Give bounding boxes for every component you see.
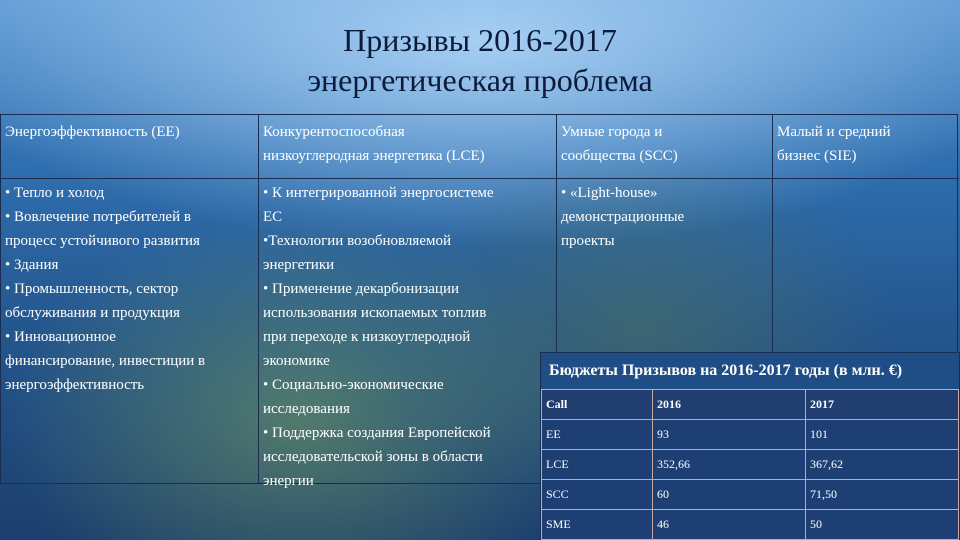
table-cell: 352,66 xyxy=(653,450,806,480)
column-header-scc-line: сообщества (SCC) xyxy=(561,148,678,164)
table-cell: EE xyxy=(542,420,653,450)
content-ee-line: • Здания xyxy=(5,257,59,273)
content-scc-line: проекты xyxy=(561,233,615,249)
column-header-sie-line: Малый и средний xyxy=(777,124,891,140)
content-ee-line: обслуживания и продукция xyxy=(5,305,180,321)
table-row xyxy=(542,510,959,540)
content-ee-line: процесс устойчивого развития xyxy=(5,233,200,249)
content-lce-line: исследовательской зоны в области xyxy=(263,449,483,465)
column-header-lce-line: низкоуглеродная энергетика (LCE) xyxy=(263,148,485,164)
column-header-ee xyxy=(1,115,259,179)
content-lce-line: ЕС xyxy=(263,209,283,225)
content-lce-line: исследования xyxy=(263,401,350,417)
slide-title xyxy=(0,20,960,100)
content-ee-line: • Вовлечение потребителей в xyxy=(5,209,191,225)
table-row xyxy=(542,420,959,450)
content-lce-line: энергетики xyxy=(263,257,335,273)
budget-table xyxy=(541,389,959,540)
table-header-row xyxy=(542,390,959,420)
budget-table-panel xyxy=(540,352,960,540)
content-lce-line: •Технологии возобновляемой xyxy=(263,233,451,249)
content-lce-line: при переходе к низкоуглеродной xyxy=(263,329,471,345)
content-lce-line: • Поддержка создания Европейской xyxy=(263,425,491,441)
column-header-scc-line: Умные города и xyxy=(561,124,663,140)
column-header-lce-line: Конкурентоспособная xyxy=(263,124,405,140)
table-cell: 46 xyxy=(653,510,806,540)
table-cell: 50 xyxy=(806,510,959,540)
table-header-cell: 2016 xyxy=(653,390,806,420)
content-lce-line: использования ископаемых топлив xyxy=(263,305,487,321)
column-header-scc xyxy=(557,115,773,179)
content-lce-line: • К интегрированной энергосистеме xyxy=(263,185,494,201)
content-lce-line: экономике xyxy=(263,353,330,369)
content-ee-line: • Инновационное xyxy=(5,329,116,345)
content-ee-line: финансирование, инвестиции в xyxy=(5,353,206,369)
title-line-2: энергетическая проблема xyxy=(307,62,653,98)
content-lce xyxy=(259,179,557,489)
table-cell: SCC xyxy=(542,480,653,510)
content-scc-line: • «Light-house» xyxy=(561,185,658,201)
table-header-cell: 2017 xyxy=(806,390,959,420)
column-header-sie xyxy=(773,115,959,179)
column-header-lce xyxy=(259,115,557,179)
content-lce-line: • Применение декарбонизации xyxy=(263,281,460,297)
content-lce-line: • Социально-экономические xyxy=(263,377,444,393)
table-row xyxy=(542,480,959,510)
column-header-ee-line: Энергоэффективность (EE) xyxy=(5,124,180,140)
content-ee-line: • Тепло и холод xyxy=(5,185,105,201)
title-line-1: Призывы 2016-2017 xyxy=(343,22,617,58)
budget-title: Бюджеты Призывов на 2016-2017 годы (в млн. €) xyxy=(541,353,959,389)
table-cell: 367,62 xyxy=(806,450,959,480)
table-cell: 101 xyxy=(806,420,959,450)
table-cell: 93 xyxy=(653,420,806,450)
content-lce-line: энергии xyxy=(263,473,314,489)
table-header-cell: Call xyxy=(542,390,653,420)
content-ee-line: • Промышленность, сектор xyxy=(5,281,179,297)
content-ee-line: энергоэффективность xyxy=(5,377,145,393)
table-row xyxy=(542,450,959,480)
content-scc-line: демонстрационные xyxy=(561,209,685,225)
table-cell: 60 xyxy=(653,480,806,510)
table-cell: LCE xyxy=(542,450,653,480)
content-ee xyxy=(1,179,259,484)
table-cell: 71,50 xyxy=(806,480,959,510)
column-header-sie-line: бизнес (SIE) xyxy=(777,148,857,164)
table-cell: SME xyxy=(542,510,653,540)
